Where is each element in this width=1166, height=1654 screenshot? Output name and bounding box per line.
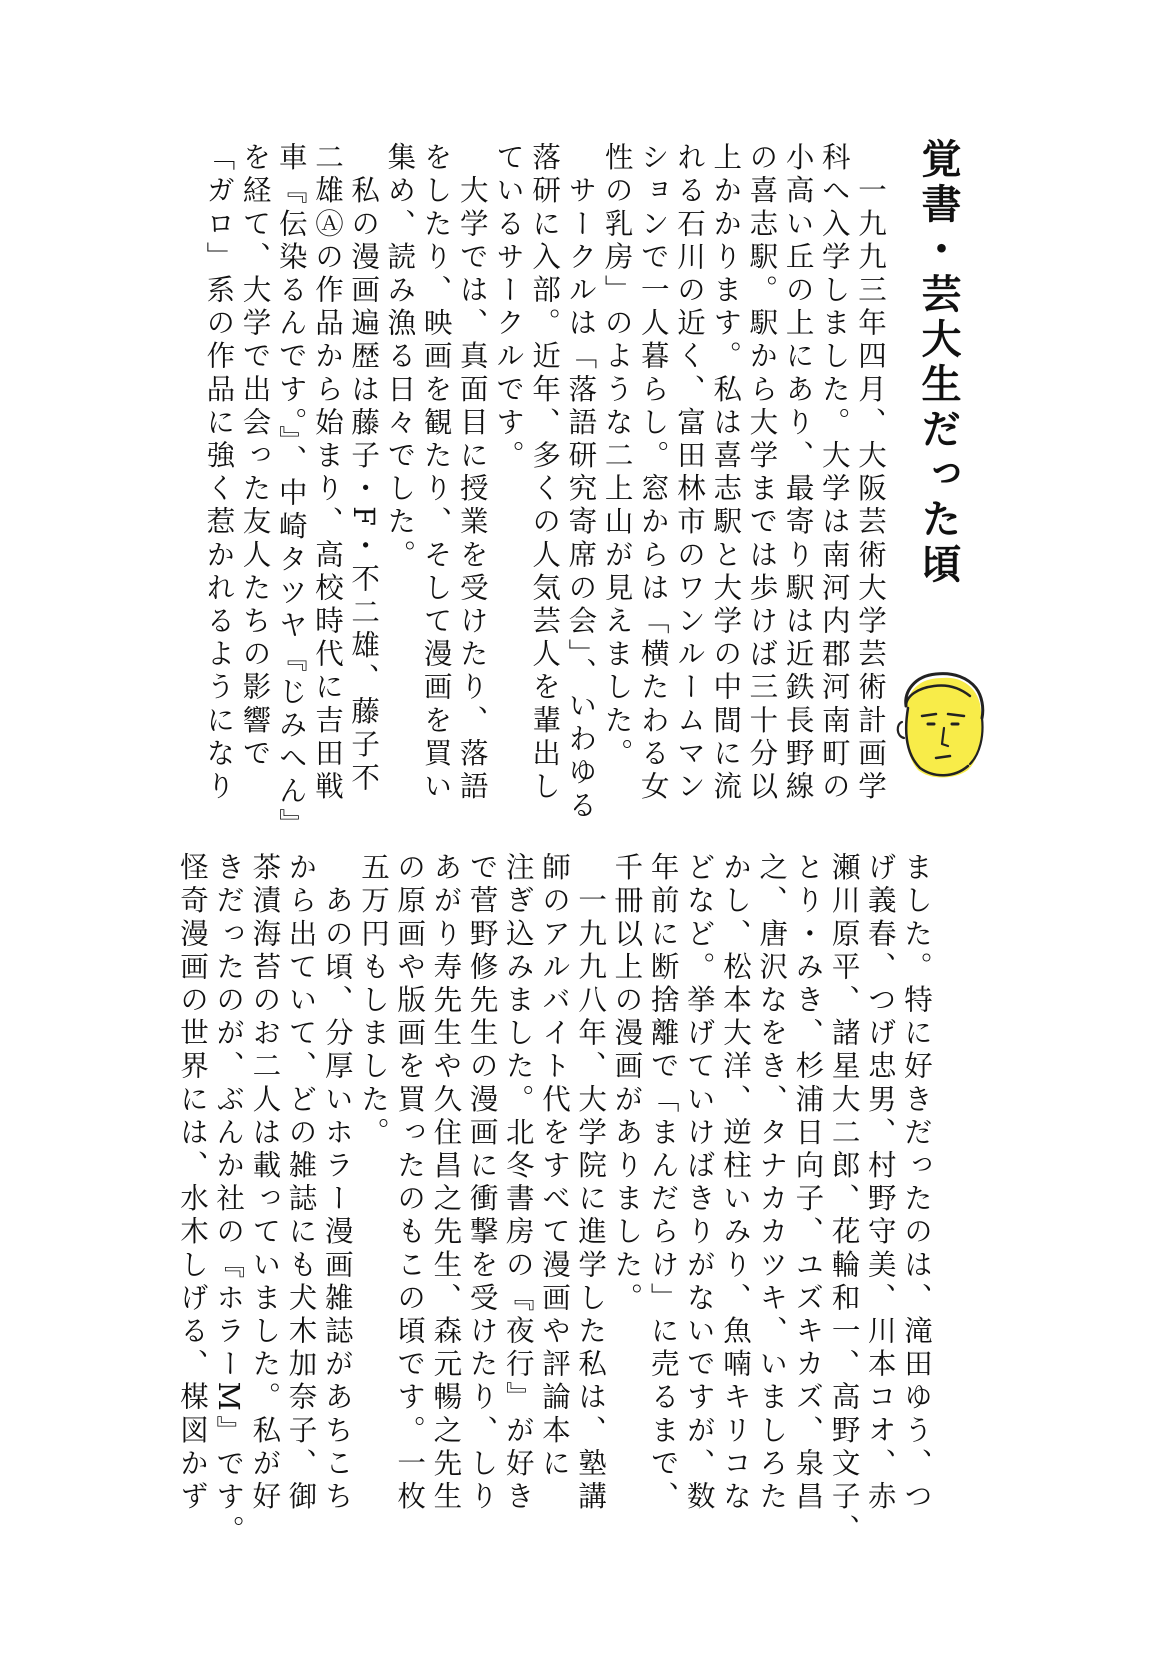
text-column: 年前に断捨離で「まんだらけ」に売るまで、 — [646, 852, 680, 1514]
text-column: 小高い丘の上にあり、最寄り駅は近鉄長野線 — [781, 142, 815, 804]
text-column: れる石川の近く、富田林市のワンルームマン — [672, 142, 706, 804]
text-column: あの頃、分厚いホラー漫画雑誌があちこち — [320, 852, 354, 1514]
text-column: 師のアルバイト代をすべて漫画や評論本に — [537, 852, 571, 1481]
text-column: 大学では、真面目に授業を受けたり、落語 — [455, 142, 489, 804]
essay-body-bottom — [174, 852, 934, 1548]
text-column: 集め、読み漁る日々でした。 — [383, 142, 417, 573]
text-column: きだったのが、ぶんか社の『ホラーM』です。 — [212, 852, 246, 1548]
text-column: をしたり、映画を観たり、そして漫画を買い — [419, 142, 453, 804]
text-column: 私の漫画遍歴は藤子・F・不二雄、藤子不 — [347, 142, 381, 796]
text-column: 怪奇漫画の世界には、水木しげる、楳図かず — [175, 852, 209, 1514]
text-column: で菅野修先生の漫画に衝撃を受けたり、しり — [465, 852, 499, 1514]
text-column: 一九九三年四月、大阪芸術大学芸術計画学 — [854, 142, 887, 804]
text-column: 性の乳房」のような二上山が見えました。 — [600, 142, 634, 771]
face-sketch-icon — [884, 666, 994, 782]
text-column: 一九九八年、大学院に進学した私は、塾講 — [574, 852, 608, 1514]
text-column: ました。特に好きだったのは、滝田ゆう、つ — [900, 852, 933, 1514]
text-column: 五万円もしました。 — [356, 852, 390, 1150]
text-column: かし、松本大洋、逆柱いみり、魚喃キリコな — [718, 852, 752, 1514]
text-column: 茶漬海苔のお二人は載っていました。私が好 — [248, 852, 282, 1514]
text-column: の原画や版画を買ったのもこの頃です。一枚 — [393, 852, 427, 1514]
page-title: 覚書・芸大生だった頃 — [915, 138, 961, 588]
text-column: 之、唐沢なをき、タナカカツキ、いましろた — [755, 852, 789, 1514]
text-column: 車『伝染るんです。』、中崎タツヤ『じみへん』 — [274, 142, 308, 842]
text-column: あがり寿先生や久住昌之先生、森元暢之先生 — [429, 852, 463, 1514]
text-column: ているサークルです。 — [491, 142, 525, 473]
text-column: 二雄Ⓐの作品から始まり、高校時代に吉田戦 — [310, 142, 344, 804]
text-column: から出ていて、どの雑誌にも犬木加奈子、御 — [284, 852, 318, 1514]
text-column: 「ガロ」系の作品に強く惹かれるようになり — [202, 142, 236, 804]
text-column: を経て、大学で出会った友人たちの影響で — [238, 142, 272, 771]
text-column: 千冊以上の漫画がありました。 — [610, 852, 644, 1316]
text-column: 瀬川原平、諸星大二郎、花輪和一、高野文子、 — [827, 852, 861, 1548]
essay-body-top — [200, 142, 888, 842]
text-column: どなど。挙げていけばきりがないですが、数 — [682, 852, 716, 1514]
text-column: サークルは「落語研究寄席の会」、いわゆる — [564, 142, 598, 823]
text-column: の喜志駅。駅から大学までは歩けば三十分以 — [745, 142, 779, 804]
text-column: 注ぎ込みました。北冬書房の『夜行』が好き — [501, 852, 535, 1514]
text-column: とり・みき、杉浦日向子、ユズキカズ、泉昌 — [791, 852, 825, 1514]
text-column: 落研に入部。近年、多くの人気芸人を輩出し — [528, 142, 562, 804]
text-column: 上かかります。私は喜志駅と大学の中間に流 — [709, 142, 743, 804]
text-column: ションで一人暮らし。窓からは「横たわる女 — [636, 142, 670, 804]
text-column: 科へ入学しました。大学は南河内郡河南町の — [817, 142, 851, 804]
text-column: げ義春、つげ忠男、村野守美、川本コオ、赤 — [863, 852, 897, 1514]
